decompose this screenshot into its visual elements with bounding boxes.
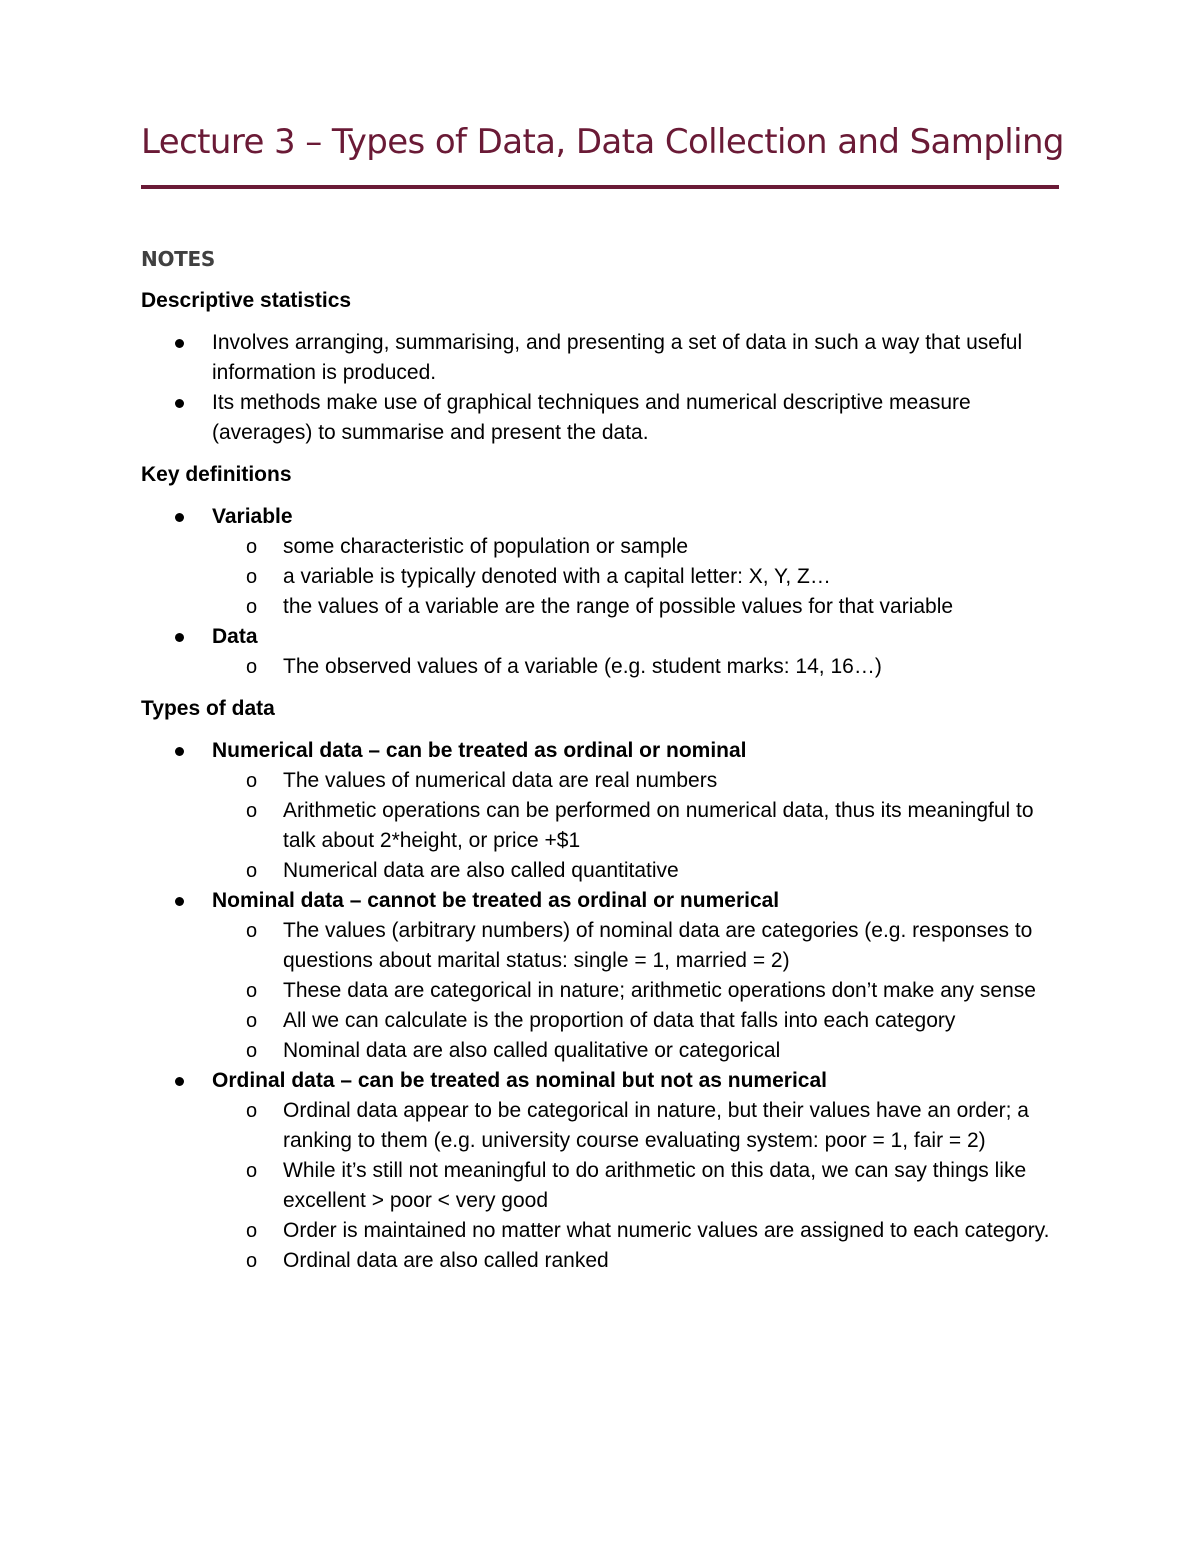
list-item: [141, 502, 1066, 622]
sub-list-item-text: a variable is typically denoted with a capital letter: X, Y, Z…: [283, 565, 831, 588]
hollow-bullet-icon: o: [246, 1160, 258, 1182]
sub-list-item-text: While it’s still not meaningful to do arithmetic on this data, we can say things like excellent > poor < very good: [283, 1159, 1027, 1212]
hollow-bullet-icon: o: [246, 980, 258, 1002]
list-item-text: Numerical data – can be treated as ordinal or nominal: [212, 739, 747, 762]
hollow-bullet-icon: o: [246, 770, 258, 792]
list-item: [141, 1066, 1066, 1276]
list-item-text: Ordinal data – can be treated as nominal but not as numerical: [212, 1069, 827, 1092]
list-item: [141, 736, 1066, 886]
list-item-text: Involves arranging, summarising, and presenting a set of data in such a way that useful information is produced.: [212, 331, 1023, 384]
sub-list-item-text: These data are categorical in nature; arithmetic operations don’t make any sense: [283, 979, 1036, 1002]
sub-list-item: [212, 1156, 1066, 1216]
sub-list-item-text: All we can calculate is the proportion of data that falls into each category: [283, 1009, 956, 1032]
bullet-dot-icon: [175, 633, 184, 642]
hollow-bullet-icon: o: [246, 656, 258, 678]
hollow-bullet-icon: o: [246, 1100, 258, 1122]
sub-list-item-text: The observed values of a variable (e.g. student marks: 14, 16…): [283, 655, 882, 678]
sub-list-item-text: Order is maintained no matter what numeric values are assigned to each category.: [283, 1219, 1050, 1242]
sub-list-item-text: The values (arbitrary numbers) of nominal data are categories (e.g. responses to questions about marital status: single = 1, married = 2): [283, 919, 1033, 972]
hollow-bullet-icon: o: [246, 1220, 258, 1242]
sub-list-item: [212, 976, 1066, 1006]
hollow-bullet-icon: o: [246, 800, 258, 822]
sub-list-item: [212, 592, 1066, 622]
hollow-bullet-icon: o: [246, 1040, 258, 1062]
section-heading: Descriptive statistics: [141, 289, 352, 312]
hollow-bullet-icon: o: [246, 860, 258, 882]
sub-list-item-text: Arithmetic operations can be performed on numerical data, thus its meaningful to talk about 2*height, or price +$1: [283, 799, 1034, 852]
hollow-bullet-icon: o: [246, 1010, 258, 1032]
bullet-dot-icon: [175, 339, 184, 348]
list-item: [141, 622, 1066, 682]
sub-list-item-text: Ordinal data appear to be categorical in nature, but their values have an order; a ranking to them (e.g. university course evaluating system: poor = 1, fair = 2): [283, 1099, 1029, 1152]
list-item-text: Nominal data – cannot be treated as ordinal or numerical: [212, 889, 780, 912]
list-item: [141, 328, 1066, 388]
sub-list-item: [212, 532, 1066, 562]
bullet-dot-icon: [175, 747, 184, 756]
sub-list: [212, 916, 1066, 1066]
sub-list-item-text: some characteristic of population or sample: [283, 535, 689, 558]
list-item: [141, 388, 1066, 448]
sub-list-item: [212, 1216, 1066, 1246]
sub-list-item-text: the values of a variable are the range of possible values for that variable: [283, 595, 954, 618]
sub-list-item-text: Ordinal data are also called ranked: [283, 1249, 609, 1272]
sub-list-item-text: Nominal data are also called qualitative or categorical: [283, 1039, 781, 1062]
list-item: [141, 886, 1066, 1066]
sub-list-item: [212, 562, 1066, 592]
sub-list: [212, 1096, 1066, 1276]
list-item-text: Its methods make use of graphical techniques and numerical descriptive measure (averages) to summarise and present the data.: [212, 391, 971, 444]
notes-content: [141, 244, 1066, 1288]
section-heading: Key definitions: [141, 463, 292, 486]
sub-list: [212, 766, 1066, 886]
list-item-text: Variable: [212, 505, 293, 528]
hollow-bullet-icon: o: [246, 536, 258, 558]
sub-list-item-text: The values of numerical data are real numbers: [283, 769, 718, 792]
sub-list-item: [212, 766, 1066, 796]
bullet-list: [141, 736, 1066, 1276]
bullet-list: [141, 328, 1066, 448]
sub-list-item: [212, 1006, 1066, 1036]
sub-list: [212, 652, 1066, 682]
title-divider: [141, 185, 1059, 189]
sub-list-item: [212, 652, 1066, 682]
hollow-bullet-icon: o: [246, 920, 258, 942]
list-item-text: Data: [212, 625, 258, 648]
sub-list-item: [212, 916, 1066, 976]
sub-list-item: [212, 1096, 1066, 1156]
bullet-dot-icon: [175, 1077, 184, 1086]
bullet-dot-icon: [175, 897, 184, 906]
hollow-bullet-icon: o: [246, 596, 258, 618]
bullet-list: [141, 502, 1066, 682]
bullet-dot-icon: [175, 399, 184, 408]
hollow-bullet-icon: o: [246, 566, 258, 588]
sub-list-item: [212, 1036, 1066, 1066]
sub-list: [212, 532, 1066, 622]
notes-label: NOTES: [141, 247, 215, 271]
page-title: Lecture 3 – Types of Data, Data Collection and Sampling: [141, 122, 1064, 162]
sub-list-item: [212, 796, 1066, 856]
sub-list-item-text: Numerical data are also called quantitative: [283, 859, 679, 882]
sub-list-item: [212, 1246, 1066, 1276]
section-heading: Types of data: [141, 697, 275, 720]
hollow-bullet-icon: o: [246, 1250, 258, 1272]
bullet-dot-icon: [175, 513, 184, 522]
sub-list-item: [212, 856, 1066, 886]
